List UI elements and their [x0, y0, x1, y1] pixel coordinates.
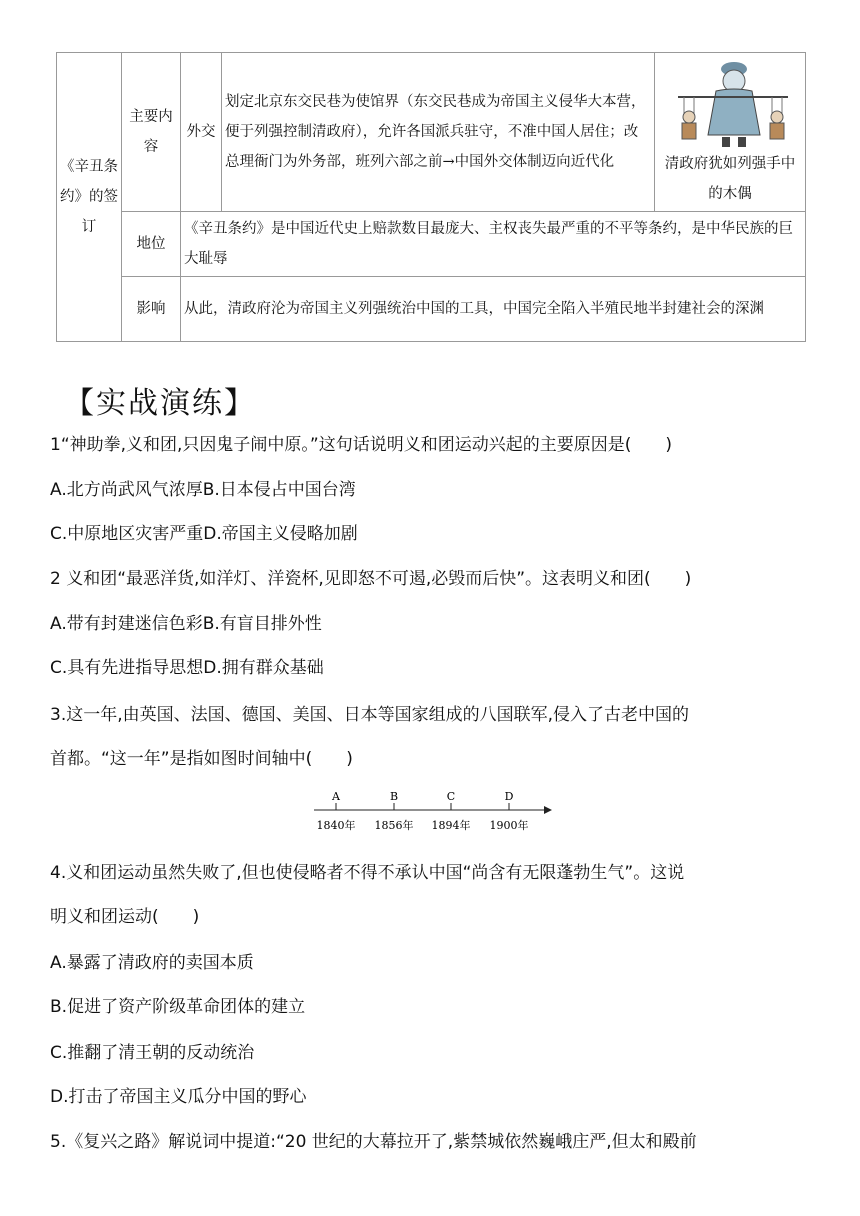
q1-stem: 1“神助拳,义和团,只因鬼子闹中原。”这句话说明义和团运动兴起的主要原因是( )	[50, 435, 673, 455]
timeline-letter-a: A	[332, 790, 340, 803]
q3-stem-line2: 首都。“这一年”是指如图时间轴中( )	[50, 749, 353, 769]
timeline-letter-d: D	[504, 790, 514, 803]
puppet-cartoon-cell	[655, 53, 806, 212]
timeline-letter-c: C	[446, 790, 456, 803]
q5-stem: 5.《复兴之路》解说词中提道:“20 世纪的大幕拉开了,紫禁城依然巍峨庄严,但太和殿前	[50, 1132, 697, 1152]
table-row	[57, 212, 806, 277]
q1-options-cd: C.中原地区灾害严重D.帝国主义侵略加剧	[50, 524, 358, 544]
timeline-year: 1856年	[374, 819, 414, 832]
diplomacy-label: 外交	[181, 53, 222, 212]
q2-options-cd: C.具有先进指导思想D.拥有群众基础	[50, 658, 324, 678]
q4-option-c: C.推翻了清王朝的反动统治	[50, 1043, 255, 1063]
puppet-cartoon-image	[668, 57, 792, 149]
impact-text: 从此，清政府沦为帝国主义列强统治中国的工具，中国完全陷入半殖民地半封建社会的深渊	[181, 277, 806, 342]
q2-options-ab: A.带有封建迷信色彩B.有盲目排外性	[50, 614, 322, 634]
q4-stem-line2: 明义和团运动( )	[50, 907, 200, 927]
section-title: 【实战演练】	[64, 386, 256, 421]
q1-options-ab: A.北方尚武风气浓厚B.日本侵占中国台湾	[50, 480, 356, 500]
table-row	[57, 277, 806, 342]
image-caption: 清政府犹如列强手中的木偶	[664, 156, 796, 202]
q4-option-a: A.暴露了清政府的卖国本质	[50, 953, 254, 973]
summary-table	[56, 52, 806, 342]
timeline-year: 1894年	[431, 819, 471, 832]
timeline-letter-b: B	[389, 790, 399, 803]
q3-stem-line1: 3.这一年,由英国、法国、德国、美国、日本等国家组成的八国联军,侵入了古老中国的	[50, 705, 690, 725]
event-cell: 《辛丑条约》的签订	[57, 53, 122, 342]
q4-option-b: B.促进了资产阶级革命团体的建立	[50, 997, 306, 1017]
diplomacy-text: 划定北京东交民巷为使馆界（东交民巷成为帝国主义侵华大本营，便于列强控制清政府），允许各国派兵驻守，不准中国人居住；改总理衙门为外务部，班列六部之前→中国外交体制迈向近代化	[222, 53, 655, 212]
timeline-arrow-icon	[544, 806, 552, 814]
q4-stem-line1: 4.义和团运动虽然失败了,但也使侵略者不得不承认中国“尚含有无限蓬勃生气”。这说	[50, 863, 685, 883]
status-text: 《辛丑条约》是中国近代史上赔款数目最庞大、主权丧失最严重的不平等条约，是中华民族的巨大耻辱	[181, 212, 806, 277]
timeline-year: 1840年	[316, 819, 356, 832]
timeline-diagram	[312, 788, 552, 838]
q4-option-d: D.打击了帝国主义瓜分中国的野心	[50, 1087, 307, 1107]
status-label: 地位	[122, 212, 181, 277]
timeline-year: 1900年	[489, 819, 529, 832]
main-content-label: 主要内容	[122, 53, 181, 212]
q2-stem: 2 义和团“最恶洋货,如洋灯、洋瓷杯,见即怒不可遏,必毁而后快”。这表明义和团( )	[50, 569, 692, 589]
table-row	[57, 53, 806, 212]
impact-label: 影响	[122, 277, 181, 342]
